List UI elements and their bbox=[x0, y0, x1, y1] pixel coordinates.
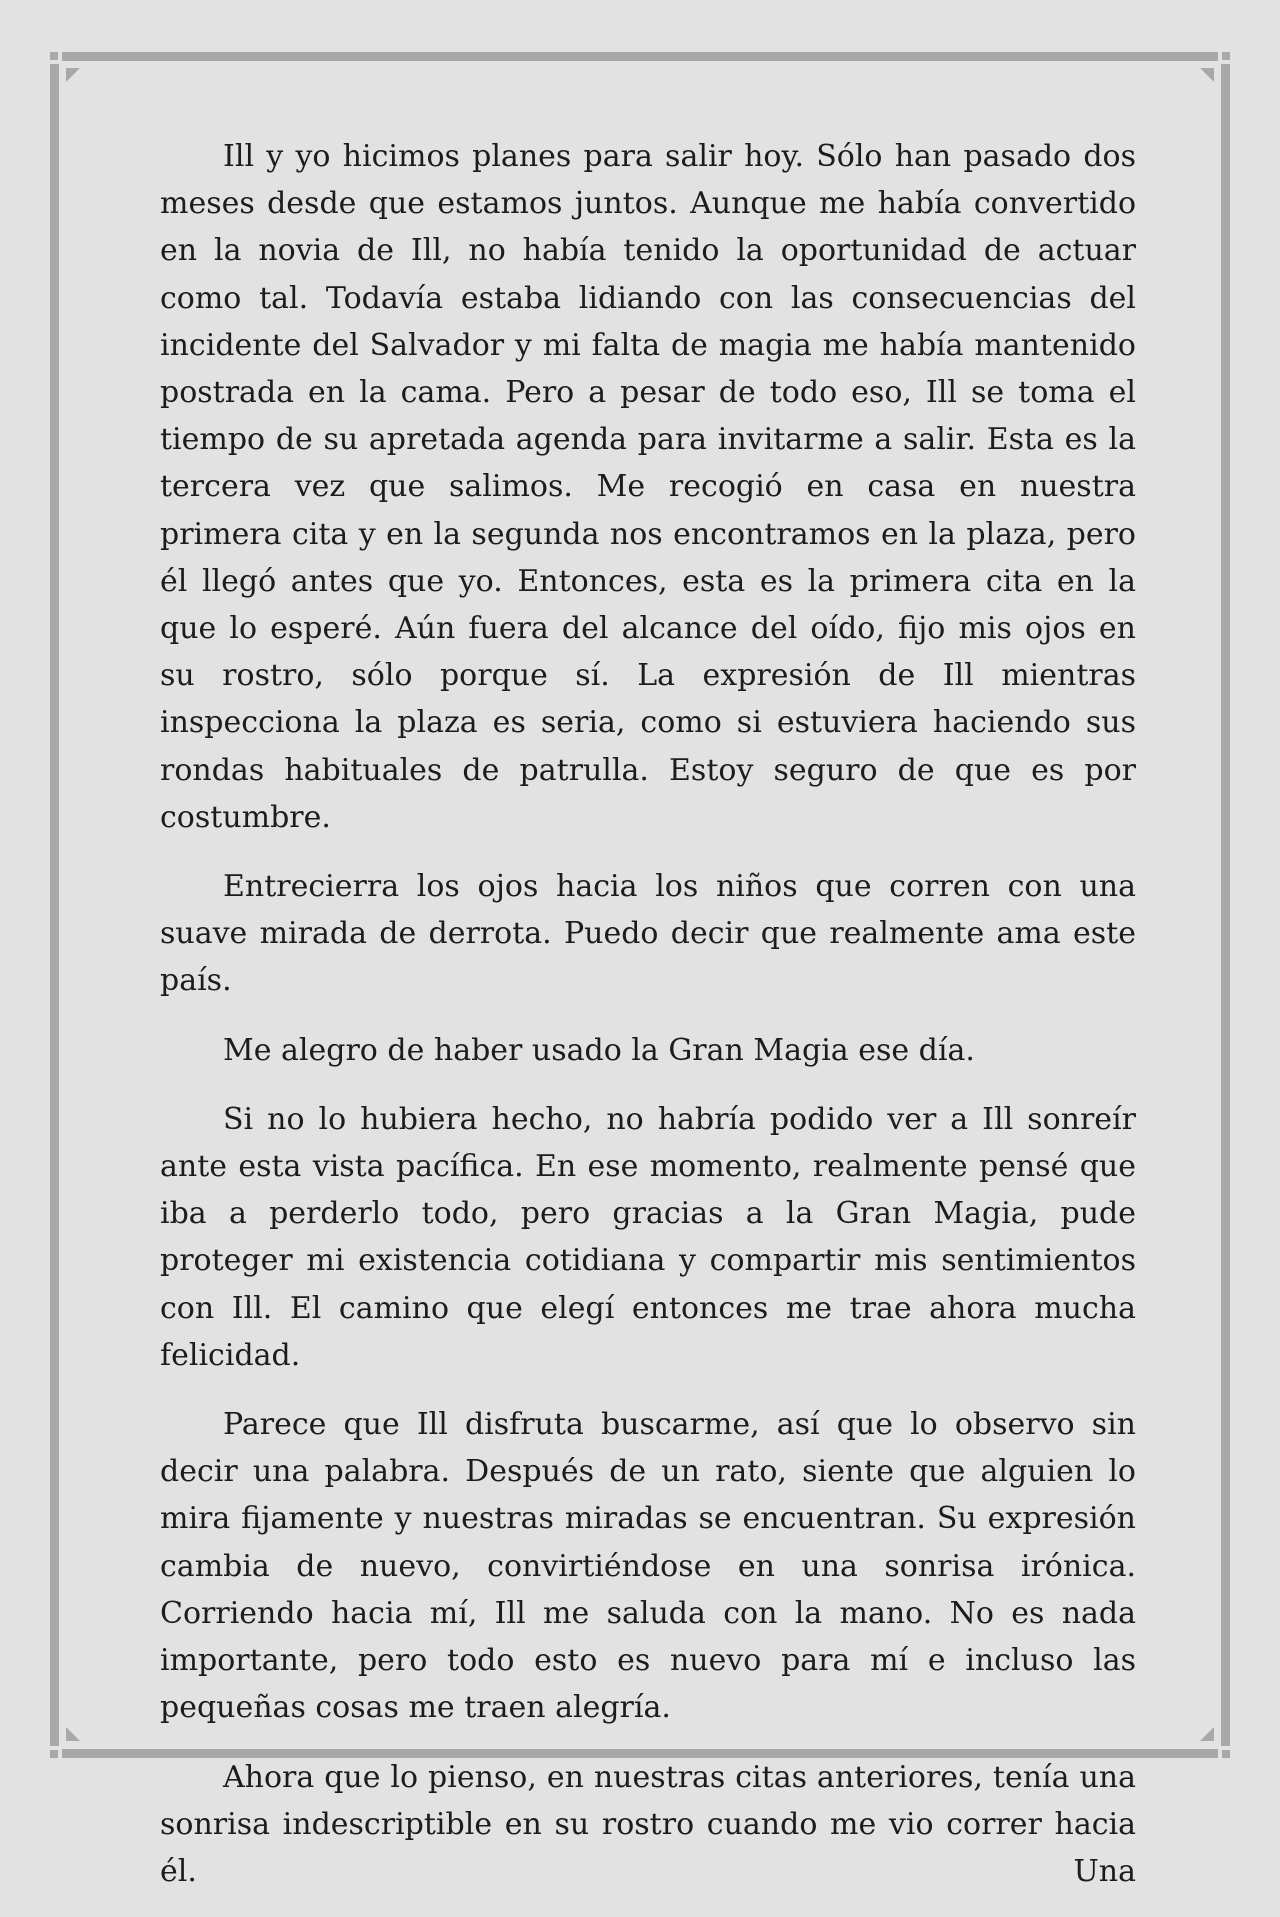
paragraph-6: Ahora que lo pienso, en nuestras citas anteriores, tenía una sonrisa indescriptible en su rostro cuando me vio correr hacia él. Una bbox=[160, 1759, 1136, 1889]
frame-corner-ornament-tr bbox=[1200, 68, 1214, 82]
paragraph-3: Me alegro de haber usado la Gran Magia ese día. bbox=[223, 1032, 975, 1068]
frame-corner-ornament-bl bbox=[66, 1727, 80, 1741]
paragraph-4: Si no lo hubiera hecho, no habría podido ver a Ill sonreír ante esta vista pacífica. En ese momento, realmente pensé que iba a perderlo todo, pero gracias a la Gran Magia, pude proteger mi existencia cotidiana y compartir mis sentimientos con Ill. El camino que elegí entonces me trae ahora mucha felicidad. bbox=[160, 1101, 1136, 1373]
frame-left-border bbox=[50, 64, 59, 1746]
paragraph-5: Parece que Ill disfruta buscarme, así que lo observo sin decir una palabra. Después de un rato, siente que alguien lo mira fijamente y nuestras miradas se encuentran. Su expresión cambia de nuevo, convirtiéndose en una sonrisa irónica. Corriendo hacia mí, Ill me saluda con la mano. No es nada importante, pero todo esto es nuevo para mí e incluso las pequeñas cosas me traen alegría. bbox=[160, 1407, 1136, 1726]
frame-corner-dot-bl bbox=[50, 1750, 58, 1758]
frame-corner-dot-br bbox=[1222, 1750, 1230, 1758]
frame-top-border bbox=[62, 52, 1218, 61]
paragraph-1: Ill y yo hicimos planes para salir hoy. Sólo han pasado dos meses desde que estamos juntos. Aunque me había convertido en la novia de Ill, no había tenido la oportunidad de actuar como tal. Todavía estaba lidiando con las consecuencias del incidente del Salvador y mi falta de magia me había mantenido postrada en la cama. Pero a pesar de todo eso, Ill se toma el tiempo de su apretada agenda para invitarme a salir. Esta es la tercera vez que salimos. Me recogió en casa en nuestra primera cita y en la segunda nos encontramos en la plaza, pero él llegó antes que yo. Entonces, esta es la primera cita en la que lo esperé. Aún fuera del alcance del oído, fijo mis ojos en su rostro, sólo porque sí. La expresión de Ill mientras inspecciona la plaza es seria, como si estuviera haciendo sus rondas habituales de patrulla. Estoy seguro de que es por costumbre. bbox=[160, 139, 1136, 835]
frame-corner-ornament-tl bbox=[66, 68, 80, 82]
frame-right-border bbox=[1221, 64, 1230, 1746]
frame-corner-dot-tr bbox=[1222, 52, 1230, 60]
frame-corner-ornament-br bbox=[1200, 1727, 1214, 1741]
frame-corner-dot-tl bbox=[50, 52, 58, 60]
page-body bbox=[160, 133, 1136, 1917]
paragraph-2: Entrecierra los ojos hacia los niños que corren con una suave mirada de derrota. Puedo decir que realmente ama este país. bbox=[160, 869, 1136, 999]
